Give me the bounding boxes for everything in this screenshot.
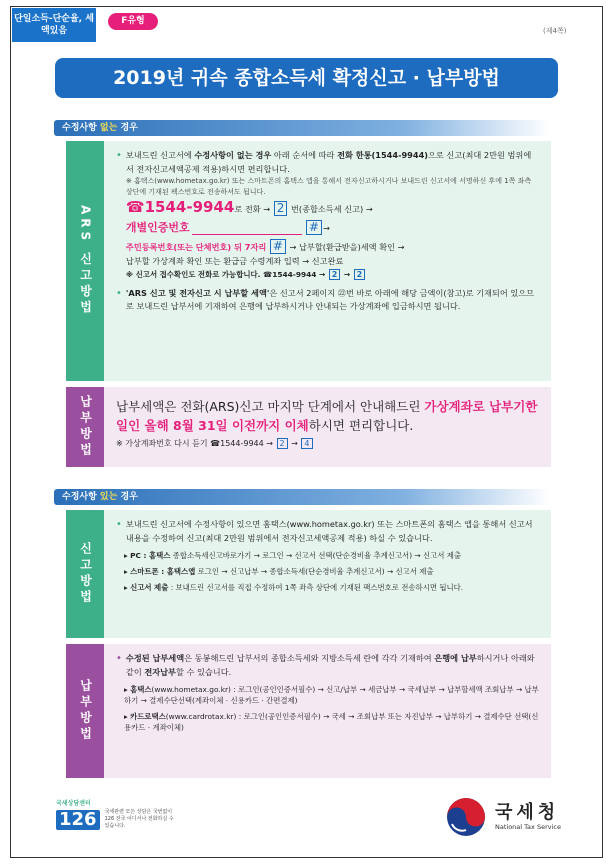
id-number-field [192,223,302,235]
bullet-icon: • [116,287,122,299]
report-side-label: 신고방법 [66,510,104,638]
nts-emblem-icon [445,796,487,838]
hometax-note: ※ 홈택스(www.hometax.go.kr) 또는 스마트폰의 홈택스 앱을 통해서 전자신고하시거나 보내드린 신고서에 서명하신 후에 1쪽 좌측 상단에 기재된 팩스번호로 전송하셔도 됩니다. [125,177,532,196]
phone-number: ☎1544-9944 [125,198,235,216]
page-number: (제4쪽) [543,27,567,35]
section-label-highlight: 없는 [99,123,118,133]
report-panel [66,510,551,638]
ars-panel [66,141,551,381]
bullet-icon: • [116,653,122,664]
bullet-icon: • [116,519,122,530]
report-content: • 보내드린 신고서에 수정사항이 있으면 홈택스(www.hometax.go.kr) 또는 스마트폰의 홈택스 앱을 통해서 신고서 내용을 수정하여 신고(최대 2만원 범위에서 전자신고세액공제 적용) 하실 수 있습니다. ▸ PC : 홈택스 종합소득세신고바로가기 → 로그인 → 신고서 선택(단순경비율 추계신고서) → 신고서 제출 ▸ 스마트폰 : 홈택스앱 로그인 → 신고납부 → 종합소득세(단순경비율 추계신고서) → 신고서 제출 ▸ 신고서 제출 : 보내드린 신고서를 직접 수정하여 1쪽 좌측 상단에 기재된 팩스번호로 전송하시면 됩니다. [116,519,533,592]
category-tag: 단일소득-단순율, 세액있음 [12,8,96,42]
call-center-logo: 국세상담센터 126 국세관련 모든 상담은 국번없이 126 전국 어디서나 전화하실 수 있습니다. [56,800,174,830]
type-badge: F유형 [108,13,158,30]
section-with-changes-header: 수정사항 있는 경우 [54,489,550,505]
page-title: 2019년 귀속 종합소득세 확정신고 · 납부방법 [55,58,558,98]
pay2-content: • 수정된 납부세액은 동봉해드린 납부서의 종합소득세와 지방소득세 란에 각각 기재하여 은행에 납부하시거나 아래와 같이 전자납부할 수 있습니다. ▸ 홈택스(www.hometax.go.kr) : 로그인(공인인증서필수) → 신고/납부 → 세금납부 → 국세납부 → 납부할세액 조회납부 → 납부하기 → 결제수단선택(계좌이체 · 신용카드 · 간편결제) ▸ 카드로택스(www.cardrotax.kr) : 로그인(공인인증서필수) → 국세 → 조회납부 또는 자진납부 → 납부하기 → 결제수단 선택(신용카드 · 계좌이체) [116,653,539,732]
section-no-changes-header [54,120,550,136]
section-label: 수정사항 [62,123,100,133]
call-center-number: 126 [56,810,100,830]
pay-content: 납부세액은 전화(ARS)신고 마지막 단계에서 안내해드린 가상계좌로 납부기한일인 올해 8월 31일 이전까지 이체하시면 편리합니다. ※ 가상계좌번호 다시 듣기 ☎1544-9944 → 2 → 4 [116,399,538,448]
section-label-suffix: 경우 [117,123,138,133]
ars-content: • 보내드린 신고서에 수정사항이 없는 경우 아래 순서에 따라 전화 한통(1544-9944)으로 신고(최대 2만원 범위에서 전자신고세액공제 적용)하시면 편리합니다. ※ 홈택스(www.hometax.go.kr) 또는 스마트폰의 홈택스 앱을 통해서 전자신고하시거나 보내드린 신고서에 서명하신 후에 1쪽 좌측 상단에 기재된 팩스번호로 전송하셔도 됩니다. ☎1544-9944로 전화 → 2 번(종합소득세 신고) → 개별인증번호 # → 주민등록번호(또는 단체번호) 뒤 7자리 # → 납부할(환급받을)세액 확인 → 납부할 가상계좌 확인 또는 환급금 수령계좌 입력 → 신고완료 ※ 신고서 접수확인도 전화로 가능합니다. ☎1544-9944 → 2 → 2 • 'ARS 신고 및 전자신고 시 납부할 세액'은 신고서 2페이지 ㉒번 바로 아래에 해당 금액이(참고)로 기재되어 있으므로 보내드린 납부서에 기재하여 은행에 납부하시거나 안내되는 가상계좌에 입금하시면 됩니다. [116,149,539,314]
ars-side-label: ARS 신고방법 [66,141,104,381]
ars-pay-panel [66,387,551,467]
nts-logo: 국세청 National Tax Service [445,796,565,841]
pay-side-label: 납부방법 [66,387,104,467]
pay-panel-2 [66,644,551,778]
bullet-icon: • [116,150,122,161]
pay2-side-label: 납부방법 [66,644,104,778]
